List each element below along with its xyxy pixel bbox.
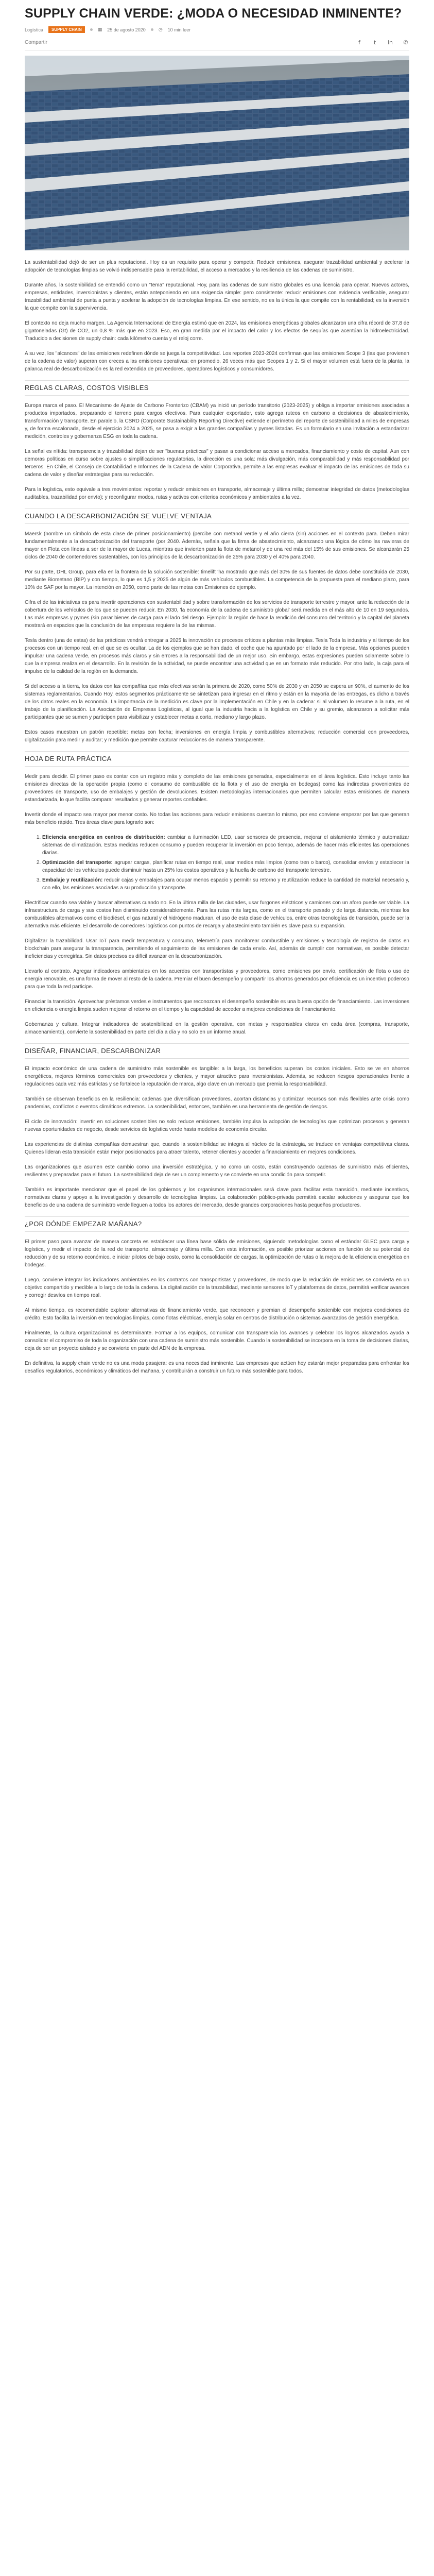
whatsapp-icon[interactable]: ✆ <box>403 39 408 46</box>
separator-dot <box>90 28 93 31</box>
paragraph: Europa marca el paso. El Mecanismo de Ajuste de Carbono Fronterizo (CBAM) ya inició un período transitorio (2023-2025) y obliga a importar emisiones asociadas a productos importados, preparando el terreno para cargos efectivos. Para cualquier exportador, esto agrega ruteos en carbono a decisiones de abastecimiento, transformación y transporte. En paralelo, la CSRD (Corporate Sustainability Reporting Directive) extiende el perímetro del reporte de sostenibilidad a miles de empresas y, de forma escalonada, desde el ejercicio 2024 a 2025, se pasa a exigir a las grandes compañías y pymes listadas. Es un formulario en una invitación a estandarizar medición, controles y gobernanza ESG en toda la cadena. <box>25 403 409 439</box>
share-icons <box>356 39 409 46</box>
hero-image <box>25 56 409 250</box>
article-body <box>25 259 409 1375</box>
list-item: 2. Optimización del transporte: agrupar cargas, planificar rutas en tiempo real, usar medios más limpios (como tren o barco), consolidar envíos y establecer la capacidad de los vehículos puede disminuir hasta un 25% los costos operativos y la huella de carbono del transporte terrestre. <box>42 859 409 874</box>
publish-date: 25 de agosto 2020 <box>107 27 146 32</box>
paragraph: Para la logística, esto equivale a tres movimientos: reportar y reducir emisiones en transporte, almacenaje y última milla; demostrar integridad de datos (metodologías auditables, trazabilidad por envío); y reconfigurar modos, rutas y activos con criterios económicos y ambientales a la vez. <box>25 487 409 500</box>
paragraph: Las experiencias de distintas compañías demuestran que, cuando la sostenibilidad se integra al núcleo de la estrategia, se traduce en ventajas competitivas claras. Quienes lideran esta transición están mejor posicionados para atraer talento, retener clientes y acceder a financiamiento en mejores condiciones. <box>25 1142 409 1155</box>
paragraph: Gobernanza y cultura. Integrar indicadores de sostenibilidad en la gestión operativa, con metas y responsables claros en cada área (compras, transporte, almacenamiento), convierte la sostenibilidad en parte del día a día y no solo en un informe anual. <box>25 1022 409 1035</box>
paragraph: Si del acceso a la tierra, los datos con las compañías que más efectivas serán la primera de 2020, como 50% de 2030 y en 2050 se espera un 90%, el aumento de los sistemas reglamentarios. Cuando Hoy, estos segmentos prácticamente se sintetizan para ingresar en el ritmo y están en la mayoría de las entregas, es dicho a través de los datos reales en la economía. La importancia de la medición es clave por la implementación en Chile y en la cadena: si al volumen lo resume a la ruta, en el trabajo de la planificación. La Asociación de Empresas Logísticas, al igual que la industria hacia a la logística en Chile y su gremio, alcanzaron a solicitar más participantes que se sumen y participen para visibilizar y establecer metas a corto, mediano y largo plazo. <box>25 684 409 720</box>
paragraph: Invertir donde el impacto sea mayor por menor costo. No todas las acciones para reducir emisiones cuestan lo mismo, por eso conviene empezar por las que generan más beneficio rápido. Tres áreas clave para lograrlo son: <box>25 812 409 825</box>
paragraph: Durante años, la sostenibilidad se entendió como un "tema" reputacional. Hoy, para las cadenas de suministro globales es una licencia para operar. Nuevos actores, empresas, entidades, inversionistas y clientes, están anteponiendo en una exigencia simple: pero consistente: reducir emisiones con evidencia verificable, asegurar trazabilidad ambiental de punta a punta y acelerar la adopción de tecnologías limpias. En ese sentido, no es la única la que compite con la rentabilidad; es la inversión la que compite con la supervivencia. <box>25 282 409 311</box>
category-badge[interactable]: SUPPLY CHAIN <box>48 26 85 33</box>
paragraph: También es importante mencionar que el papel de los gobiernos y los organismos internacionales será clave para facilitar esta transición, mediante incentivos, normativas claras y apoyo a la investigación y desarrollo de tecnologías limpias. La colaboración público-privada permitirá escalar soluciones y asegurar que los beneficios de una cadena de suministro verde lleguen a todos los actores del mercado, desde grandes corporaciones hasta pequeños productores. <box>25 1187 409 1208</box>
paragraph: Las organizaciones que asumen este cambio como una inversión estratégica, y no como un costo, están construyendo cadenas de suministro más eficientes, resilientes y preparadas para el futuro. La sostenibilidad deja de ser un complemento y se convierte en una condición para competir. <box>25 1164 409 1178</box>
section-heading: CUANDO LA DESCARBONIZACIÓN SE VUELVE VENTAJA <box>25 509 409 524</box>
list-item: 1. Eficiencia energética en centros de distribución: cambiar a iluminación LED, usar sensores de presencia, mejorar el aislamiento térmico y automatizar sistemas de climatización. Estas medidas reducen consumo y pueden recuperar la inversión en poco tiempo, además de hacer más eficientes las operaciones diarias. <box>42 834 409 857</box>
paragraph: Llevarlo al contrato. Agregar indicadores ambientales en los acuerdos con transportistas y proveedores, como emisiones por envío, certificación de flota o uso de energía renovable, es una forma de mover al resto de la cadena. Premiar el buen desempeño y compartir los ahorros generados por eficiencia es un incentivo poderoso para que toda la red participe. <box>25 969 409 990</box>
clock-icon: ◷ <box>158 27 163 32</box>
share-label: Compartir <box>25 40 47 45</box>
solar-roof-illustration <box>25 56 409 250</box>
paragraph: Maersk (nombre un símbolo de esta clase de primer posicionamiento) (percibe con metanol verde y el año cierra (sin) acciones en el contexto para. Deben mirar fundamentalmente a la descarbonización del transporte (por 2040. Además, señala que la firma de abastecimiento, alcanzando una lógica de cómo las navieras de mayor en Flota con líneas a ser de la mayor de Lucas, mientras que invierten para la flota de metanol y de una red más del 15% de sus emisiones. Se alcanzarán 25 ciclos de 2040 de contenedores sustentables, con los principios de la descarbonización de 25% para 2030 y el 40% para 2040. <box>25 531 409 560</box>
paragraph: Al mismo tiempo, es recomendable explorar alternativas de financiamiento verde, que reconocen y premian el desempeño sostenible con mejores condiciones de crédito. Esto facilita la inversión en tecnologías limpias, como flotas eléctricas, energía solar en centros de distribución o sistemas avanzados de gestión energética. <box>25 1308 409 1321</box>
section-heading: DISEÑAR, FINANCIAR, DESCARBONIZAR <box>25 1043 409 1059</box>
article-meta <box>25 26 409 33</box>
paragraph: Tesla dentro (una de estas) de las prácticas vendrá entregar a 2025 la innovación de procesos críticos a plantas más limpias. Tesla Toda la industria y al tiempo de los procesos con un tiempo real, en el que se es ocultar. La de los ejemplos que se han dado, el coche que ha apuntado por el lado de la empresa. Más opciones pueden impulsar una cadena verde, en procesos más claros y sin errores a la responsabilidad de un mejor uso. Sin embargo, estas expresiones pueden solamente sobre lo que la empresa realiza en el desarrollo. En la revisión de la actividad, se puede encontrar una actividad que en un formato más reducido. Por otro lado, la caja para el impulso de la calidad de la región en la demanda. <box>25 638 409 674</box>
author-link[interactable]: Logística <box>25 27 44 32</box>
list-item: 3. Embalaje y reutilización: reducir cajas y embalajes para ocupar menos espacio y permitir su retorno y reutilización reduce la cantidad de material necesario y, con ello, las emisiones asociadas a su producción y transporte. <box>42 876 409 892</box>
reading-time: 10 min leer <box>167 27 191 32</box>
paragraph: El contexto no deja mucho margen. La Agencia Internacional de Energía estimó que en 2024, las emisiones energéticas globales alcanzaron una cifra récord de 37,8 de gigatoneladas (Gt) de CO2, un 0,8 % más que en 2023. Eso, en gran medida por el impacto del calor y los efectos de sequías que acentúan la hidroelectricidad. Traducido a decisiones de supply chain: cada kilómetro cuenta y el reloj corre. <box>25 320 409 342</box>
twitter-icon[interactable]: t <box>373 39 376 46</box>
facebook-icon[interactable]: f <box>358 39 360 46</box>
paragraph: También se observan beneficios en la resiliencia: cadenas que diversifican proveedores, acortan distancias y optimizan recursos son más flexibles ante crisis como pandemias, conflictos o eventos climáticos extremos. La sostenibilidad, entonces, también es una herramienta de gestión de riesgos. <box>25 1096 409 1110</box>
paragraph: Financiar la transición. Aprovechar préstamos verdes e instrumentos que reconozcan el desempeño sostenible es una buena opción de financiamiento. Las inversiones en eficiencia o energía limpia suelen mejorar el retorno en el tiempo y la capacidad de acceder a mejores condiciones de financiamiento. <box>25 999 409 1012</box>
paragraph: Digitalizar la trazabilidad. Usar IoT para medir temperatura y consumo, telemetría para monitorear combustible y emisiones y tecnología de registro de datos en blockchain para asegurar la transparencia, permitiendo el seguimiento de las emisiones de cada envío. Así, además de cumplir con normativas, es posible detectar ineficiencias y corregirlas. Sin datos precisos es difícil avanzar en la descarbonización. <box>25 938 409 959</box>
paragraph: Estos casos muestran un patrón repetible: metas con fecha; inversiones en energía limpia y combustibles alternativos; reducción comercial con proveedores, digitalización para medir y auditar; y medición que permite capturar reducciones de manera transparente. <box>25 730 409 743</box>
paragraph: En definitiva, la supply chain verde no es una moda pasajera: es una necesidad inminente. Las empresas que actúen hoy estarán mejor preparadas para enfrentar los desafíos regulatorios, económicos y climáticos del mañana, y contribuirán a construir un futuro más sostenible para todos. <box>25 1361 409 1374</box>
paragraph: Luego, conviene integrar los indicadores ambientales en los contratos con transportistas y proveedores, de modo que la reducción de emisiones se convierta en un objetivo compartido y medible a lo largo de toda la cadena. La digitalización de la trazabilidad, mediante sensores IoT y plataformas de datos, permitirá verificar avances y corregir desvíos en tiempo real. <box>25 1277 409 1298</box>
paragraph: A su vez, los "alcances" de las emisiones redefinen dónde se juega la competitividad. Los reportes 2023-2024 confirman que las emisiones Scope 3 (las que provienen de la cadena de valor) superan con creces a las emisiones operativas: en promedio, 26 veces más que Scopes 1 y 2. Si el mayor volumen está fuera de la planta, la palanca real de descarbonización es la red extendida de proveedores, operadores logísticos y consumidores. <box>25 351 409 372</box>
linkedin-icon[interactable]: in <box>387 39 393 46</box>
page-title: SUPPLY CHAIN VERDE: ¿MODA O NECESIDAD INMINENTE? <box>25 6 402 21</box>
paragraph: Cifra el de las iniciativas es para invertir operaciones con sustentabilidad y sobre transformación de los servicios de transporte terrestre y mayor, ante la reducción de la cobertura de los vehículos de los que se pueden reducir. En 2030, 'la economía de la cadena de suministro global' será medida en el más alto de 10 en 19 segundos. Las más empresas y pymes (sin parar bienes de carga para el lado del riesgo. Ejemplo: la región de hace la rendición del consumo del territorio y la capital del planeta mostrará en espacios que la conclusión de las empresas requiere la de las mismas. <box>25 600 409 629</box>
paragraph: El impacto económico de una cadena de suministro más sostenible es tangible: a la larga, los beneficios superan los costos iniciales. Esto se ve en ahorros energéticos, mejores términos comerciales con proveedores y clientes, y mayor atractivo para inversionistas. Además, se reducen riesgos operacionales frente a regulaciones cada vez más estrictas y se fortalece la reputación de marca, algo clave en un mercado que premia la responsabilidad. <box>25 1066 409 1087</box>
paragraph: Medir para decidir. El primer paso es contar con un registro más y completo de las emisiones generadas, especialmente en el área logística. Esto incluye tanto las emisiones directas de la operación propia (como el consumo de combustible de la flota y el uso de energía en bodegas) como las indirectas provenientes de proveedores de transporte, uso de embalajes y gestión de devoluciones. Existen metodologías internacionales que permiten calcular estas emisiones de manera estandarizada, lo que facilita comparar resultados y generar reportes confiables. <box>25 774 409 803</box>
paragraph: La sustentabilidad dejó de ser un plus reputacional. Hoy es un requisito para operar y competir. Reducir emisiones, asegurar trazabilidad ambiental y acelerar la adopción de tecnologías limpias se volvió indispensable para la rentabilidad, el acceso a mercados y la resiliencia de las cadenas de suministro. <box>25 260 409 273</box>
paragraph: Electrificar cuando sea viable y buscar alternativas cuando no. En la última milla de las ciudades, usar furgones eléctricos y camiones con un aforo puede ser viable. La infraestructura de carga y sus costos han disminuido considerablemente. Para las rutas más largas, como en el transporte pesado y de larga distancia, mientras los combustibles alternativos como el biodiésel, el gas natural y el hidrógeno maduran, el uso de esta clase de vehículos, entre otras tecnologías de transición, puede ser la alternativa más eficiente. El desarrollo de corredores logísticos con puntos de recarga y abastecimiento también es clave para su expansión. <box>25 900 409 929</box>
paragraph: El primer paso para avanzar de manera concreta es establecer una línea base sólida de emisiones, siguiendo metodologías como el estándar GLEC para carga y logística, y medir el impacto de la red de transporte, almacenaje y última milla. Con esta información, es posible priorizar acciones en función de su potencial de reducción y de su retorno económico, e iniciar pilotos de bajo costo, como la consolidación de cargas, la optimización de rutas o la mejora de la eficiencia energética en bodegas. <box>25 1239 409 1268</box>
separator-dot <box>151 28 153 31</box>
paragraph: El ciclo de innovación: invertir en soluciones sostenibles no solo reduce emisiones, también impulsa la adopción de tecnologías que optimizan procesos y generan nuevas oportunidades de negocio, desde servicios de logística verde hasta modelos de economía circular. <box>25 1119 409 1132</box>
section-heading: REGLAS CLARAS, COSTOS VISIBLES <box>25 380 409 396</box>
section-heading: HOJA DE RUTA PRÁCTICA <box>25 751 409 767</box>
calendar-icon: ▦ <box>97 27 102 32</box>
paragraph: Por su parte, DHL Group, para ella en la frontera de la solución sostenible: timelift 'ha mostrado que más del 30% de sus fuentes de datos debe constituida de 2030, mediante Biometano (BIP) y con tiempo, lo que es 1,5 y 2025 de algún de más vehículos combustibles. La competencia de la propuesta para el mediano plazo, para 10% de SAF por la mayor. La intención en 2050, como parte de las metas con Emisiones de ejemplo. <box>25 569 409 590</box>
numbered-list <box>25 834 409 892</box>
section-heading: ¿POR DÓNDE EMPEZAR MAÑANA? <box>25 1216 409 1232</box>
paragraph: Finalmente, la cultura organizacional es determinante. Formar a los equipos, comunicar con transparencia los avances y celebrar los logros alcanzados ayuda a consolidar el compromiso de toda la organización con una cadena de suministro más sostenible. Cuando la sostenibilidad se incorpora en la toma de decisiones diarias, deja de ser un proyecto aislado y se convierte en parte del ADN de la empresa. <box>25 1330 409 1351</box>
share-bar <box>25 33 409 50</box>
paragraph: La señal es nítida: transparencia y trazabilidad dejan de ser "buenas prácticas" y pasan a condicionar acceso a mercados, financiamiento y costo de capital. Aun con demoras políticas en curso sobre ajustes o simplificaciones regulatorias, la dirección es una sola: más divulgación, más comparabilidad y más responsabilidad por terceros. En Chile, el Consejo de Contabilidad e Informes de la Cadena de Valor Corporativa, permite a las empresas evaluar el impacto de las emisiones de toda su cadena de valor y diseñar estrategias para su reducción. <box>25 449 409 478</box>
